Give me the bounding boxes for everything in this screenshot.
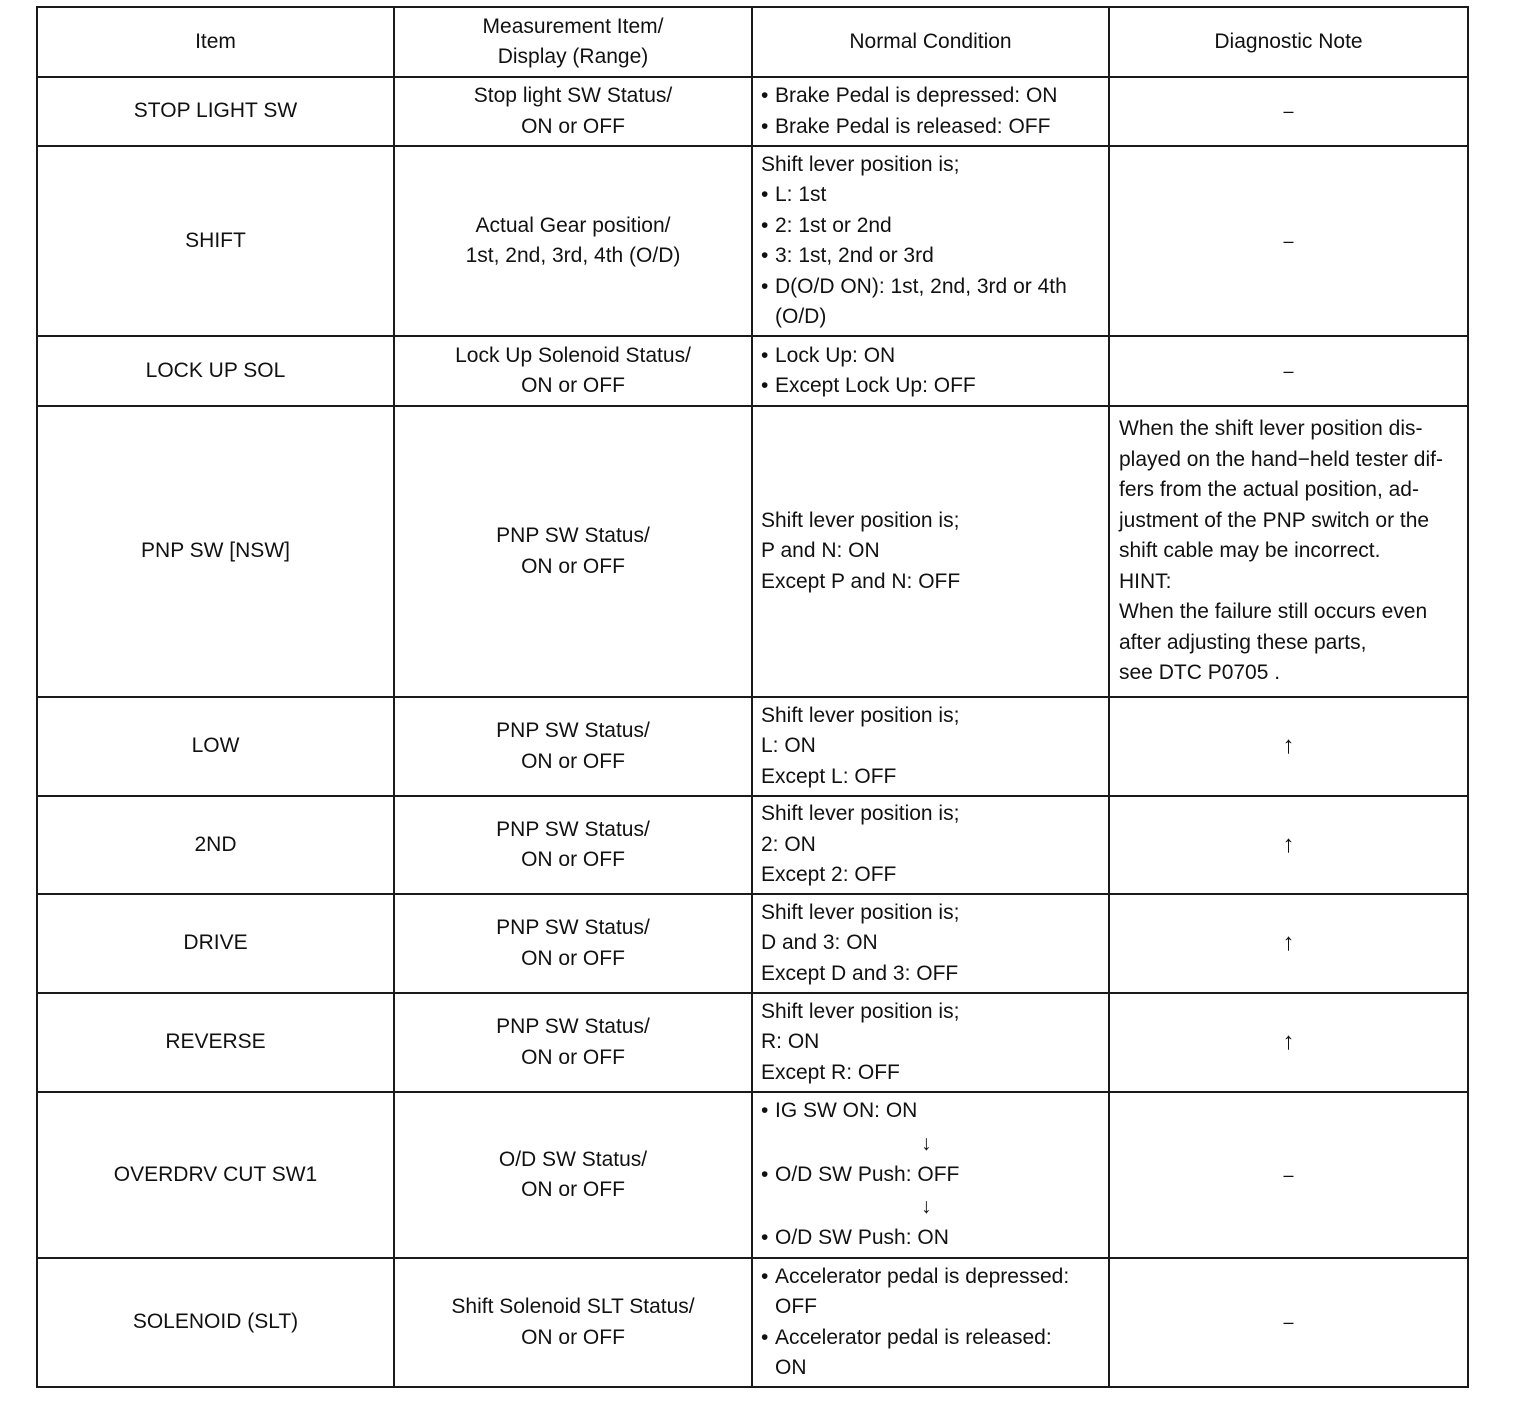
condition-line: Shift lever position is;	[761, 703, 960, 727]
range-line: ON or OFF	[521, 1178, 625, 1201]
measurement-line: Actual Gear position/	[475, 213, 671, 237]
measurement-line: PNP SW Status/	[496, 524, 650, 547]
measurement-line: Lock Up Solenoid Status/	[455, 343, 691, 367]
condition-line: Except D and 3: OFF	[761, 961, 959, 985]
header-measurement	[394, 7, 752, 77]
table-row	[37, 796, 1468, 894]
table-row	[37, 1258, 1468, 1387]
table-row	[37, 336, 1468, 406]
condition-bullet: • Accelerator pedal is released:	[761, 1325, 1052, 1349]
table-row	[37, 406, 1468, 697]
range-line: ON or OFF	[521, 1045, 625, 1069]
measurement-line: O/D SW Status/	[498, 1147, 648, 1171]
condition-bullet: • Accelerator pedal is depressed:	[761, 1264, 1070, 1288]
measurement-cell	[394, 1258, 752, 1387]
condition-bullet: • IG SW ON: ON	[761, 1099, 918, 1123]
item-cell: DRIVE	[37, 894, 394, 993]
normal-condition-cell	[752, 993, 1109, 1092]
measurement-cell	[394, 796, 752, 894]
header-row	[37, 7, 1468, 77]
item-cell: LOCK UP SOL	[37, 336, 394, 406]
range-line: ON or OFF	[521, 374, 625, 397]
item-cell: STOP LIGHT SW	[37, 77, 394, 146]
range-line: ON or OFF	[521, 749, 625, 773]
item-cell: OVERDRV CUT SW1	[37, 1092, 394, 1258]
measurement-cell	[394, 336, 752, 406]
measurement-line: Stop light SW Status/	[473, 84, 673, 107]
note-line: played on the hand−held tester dif-	[1119, 447, 1443, 471]
range-line: ON or OFF	[521, 114, 625, 138]
normal-condition-cell	[752, 406, 1109, 697]
down-arrow-icon: ↓	[921, 1195, 932, 1219]
note-see-line	[1119, 658, 1457, 689]
condition-line: R: ON	[761, 1030, 820, 1054]
dtc-p0705-link[interactable]: DTC P0705	[1158, 661, 1269, 685]
condition-line: Except L: OFF	[761, 764, 897, 788]
table-row	[37, 146, 1468, 336]
item-cell: 2ND	[37, 796, 394, 894]
hint-label: HINT:	[1119, 569, 1172, 593]
condition-line: D and 3: ON	[761, 931, 878, 955]
note-line: shift cable may be incorrect.	[1119, 539, 1381, 563]
range-line: ON or OFF	[521, 848, 625, 871]
condition-bullet: • Lock Up: ON	[761, 343, 896, 367]
header-diagnostic-note: Diagnostic Note	[1109, 7, 1468, 77]
normal-condition-cell	[752, 1092, 1109, 1258]
condition-bullet: • Brake Pedal is depressed: ON	[761, 84, 1058, 107]
header-item: Item	[37, 7, 394, 77]
same-as-above-arrow-icon: ↑	[1109, 697, 1468, 796]
condition-intro: Shift lever position is;	[761, 152, 960, 176]
range-line: 1st, 2nd, 3rd, 4th (O/D)	[465, 244, 681, 267]
note-line: justment of the PNP switch or the	[1119, 508, 1430, 532]
header-measurement-line2: Display (Range)	[497, 45, 649, 68]
table-row	[37, 77, 1468, 146]
diagnostic-note-cell: –	[1109, 1092, 1468, 1258]
same-as-above-arrow-icon: ↑	[1109, 796, 1468, 894]
range-line: ON or OFF	[521, 1325, 625, 1349]
diagnostic-note-cell: –	[1109, 336, 1468, 406]
condition-line: 2: ON	[761, 832, 816, 856]
header-measurement-line1: Measurement Item/	[482, 14, 664, 38]
condition-line: Shift lever position is;	[761, 999, 960, 1023]
measurement-line: PNP SW Status/	[496, 817, 650, 841]
normal-condition-cell	[752, 146, 1109, 336]
measurement-line: PNP SW Status/	[496, 916, 650, 939]
note-period: .	[1274, 661, 1281, 685]
normal-condition-cell	[752, 1258, 1109, 1387]
table-row	[37, 1092, 1468, 1258]
note-see-text: see	[1119, 661, 1153, 685]
item-cell: PNP SW [NSW]	[37, 406, 394, 697]
condition-bullet: • O/D SW Push: ON	[761, 1226, 949, 1250]
condition-continuation: OFF	[775, 1295, 817, 1318]
condition-line: Shift lever position is;	[761, 900, 960, 924]
condition-line: P and N: ON	[761, 539, 880, 563]
condition-continuation: (O/D)	[775, 305, 827, 328]
table-row	[37, 993, 1468, 1092]
same-as-above-arrow-icon: ↑	[1109, 993, 1468, 1092]
measurement-line: Shift Solenoid SLT Status/	[451, 1295, 695, 1318]
item-cell: SHIFT	[37, 146, 394, 336]
condition-line: Shift lever position is;	[761, 802, 960, 826]
condition-line: Except 2: OFF	[761, 863, 897, 887]
note-line: When the shift lever position dis-	[1119, 417, 1423, 441]
condition-bullet: • Brake Pedal is released: OFF	[761, 114, 1051, 138]
condition-line: Except R: OFF	[761, 1060, 900, 1084]
header-normal-condition: Normal Condition	[752, 7, 1109, 77]
condition-continuation: ON	[775, 1356, 807, 1379]
note-line: When the failure still occurs even	[1119, 600, 1428, 624]
data-list-table	[36, 6, 1469, 1388]
measurement-cell	[394, 894, 752, 993]
condition-line: Shift lever position is;	[761, 508, 960, 532]
condition-bullet: • D(O/D ON): 1st, 2nd, 3rd or 4th	[761, 274, 1067, 298]
same-as-above-arrow-icon: ↑	[1109, 894, 1468, 993]
condition-bullet: • 2: 1st or 2nd	[761, 213, 892, 237]
normal-condition-cell	[752, 697, 1109, 796]
down-arrow-icon: ↓	[921, 1131, 932, 1155]
measurement-line: PNP SW Status/	[496, 719, 650, 742]
note-line: after adjusting these parts,	[1119, 630, 1367, 654]
item-cell: REVERSE	[37, 993, 394, 1092]
measurement-cell	[394, 993, 752, 1092]
condition-line: L: ON	[761, 734, 816, 758]
range-line: ON or OFF	[521, 554, 625, 578]
condition-bullet: • 3: 1st, 2nd or 3rd	[761, 244, 934, 267]
normal-condition-cell	[752, 894, 1109, 993]
measurement-line: PNP SW Status/	[496, 1015, 650, 1038]
normal-condition-cell	[752, 796, 1109, 894]
normal-condition-cell	[752, 77, 1109, 146]
note-line: fers from the actual position, ad-	[1119, 478, 1419, 502]
diagnostic-note-cell	[1109, 406, 1468, 697]
condition-line: Except P and N: OFF	[761, 569, 961, 593]
table-row	[37, 894, 1468, 993]
measurement-cell	[394, 146, 752, 336]
table-row	[37, 697, 1468, 796]
measurement-cell	[394, 77, 752, 146]
diagnostic-note-cell: –	[1109, 146, 1468, 336]
condition-bullet: • L: 1st	[761, 183, 827, 206]
measurement-cell	[394, 406, 752, 697]
item-cell: LOW	[37, 697, 394, 796]
normal-condition-cell	[752, 336, 1109, 406]
range-line: ON or OFF	[521, 946, 625, 970]
diagnostic-note-cell: –	[1109, 1258, 1468, 1387]
item-cell: SOLENOID (SLT)	[37, 1258, 394, 1387]
measurement-cell	[394, 697, 752, 796]
diagnostic-note-cell: –	[1109, 77, 1468, 146]
condition-bullet: • Except Lock Up: OFF	[761, 374, 976, 397]
condition-bullet: • O/D SW Push: OFF	[761, 1162, 960, 1186]
measurement-cell	[394, 1092, 752, 1258]
